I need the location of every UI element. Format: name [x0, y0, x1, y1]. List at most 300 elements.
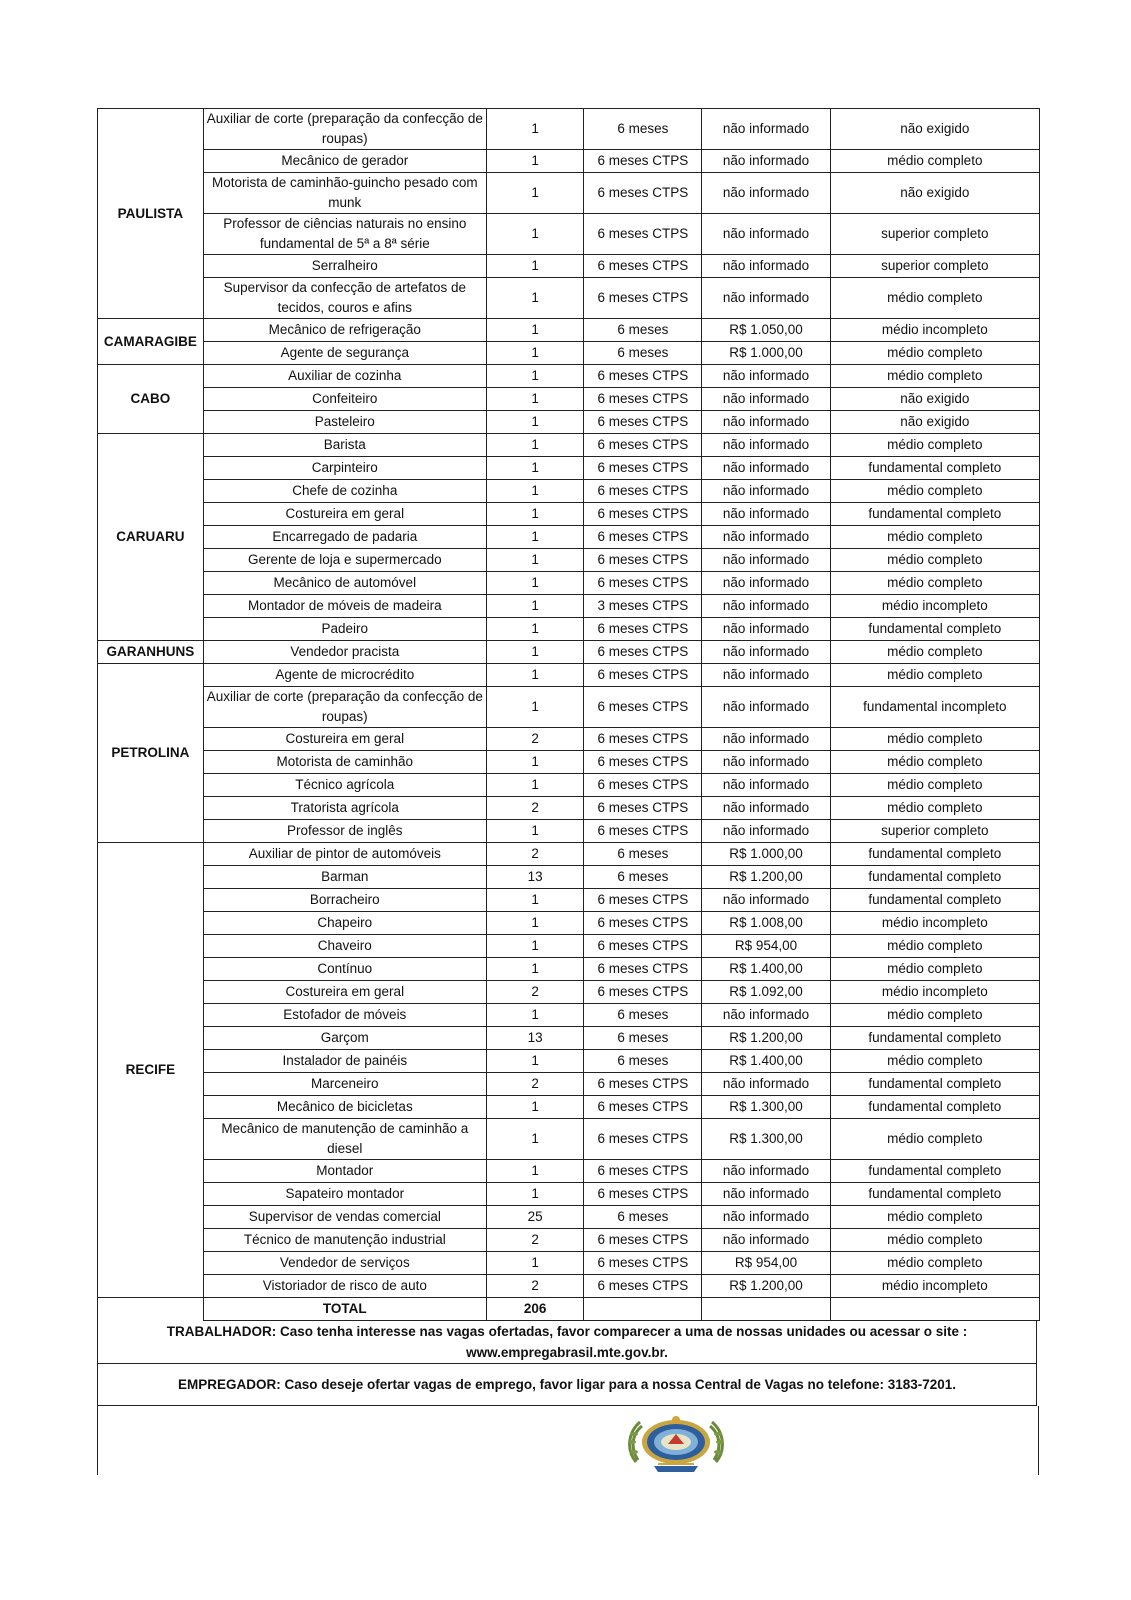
- quantity-cell: 1: [486, 526, 583, 549]
- quantity-cell: 1: [486, 687, 583, 728]
- occupation-cell: Chapeiro: [203, 912, 486, 935]
- table-row: [98, 843, 1040, 866]
- table-row: [98, 820, 1040, 843]
- occupation-cell: Mecânico de gerador: [203, 150, 486, 173]
- occupation-cell: Chefe de cozinha: [203, 480, 486, 503]
- education-cell: médio completo: [830, 1206, 1039, 1229]
- occupation-cell: Agente de microcrédito: [203, 664, 486, 687]
- table-row: [98, 981, 1040, 1004]
- quantity-cell: 2: [486, 1275, 583, 1298]
- table-row: [98, 935, 1040, 958]
- education-cell: médio completo: [830, 365, 1039, 388]
- salary-cell: R$ 1.200,00: [702, 1275, 830, 1298]
- quantity-cell: 1: [486, 751, 583, 774]
- empty-cell: [702, 1298, 830, 1321]
- table-row: [98, 1160, 1040, 1183]
- quantity-cell: 2: [486, 1073, 583, 1096]
- table-row: [98, 1073, 1040, 1096]
- total-label: TOTAL: [203, 1298, 486, 1321]
- quantity-cell: 1: [486, 889, 583, 912]
- salary-cell: não informado: [702, 150, 830, 173]
- quantity-cell: 1: [486, 820, 583, 843]
- duration-cell: 6 meses CTPS: [584, 641, 702, 664]
- table-row: [98, 751, 1040, 774]
- table-row: [98, 595, 1040, 618]
- quantity-cell: 1: [486, 1252, 583, 1275]
- duration-cell: 3 meses CTPS: [584, 595, 702, 618]
- city-cell: CARUARU: [98, 434, 204, 641]
- salary-cell: R$ 1.200,00: [702, 866, 830, 889]
- education-cell: médio completo: [830, 935, 1039, 958]
- table-row: [98, 109, 1040, 150]
- duration-cell: 6 meses CTPS: [584, 255, 702, 278]
- duration-cell: 6 meses CTPS: [584, 173, 702, 214]
- salary-cell: não informado: [702, 664, 830, 687]
- salary-cell: R$ 1.092,00: [702, 981, 830, 1004]
- quantity-cell: 1: [486, 365, 583, 388]
- occupation-cell: Padeiro: [203, 618, 486, 641]
- quantity-cell: 1: [486, 457, 583, 480]
- table-row: [98, 641, 1040, 664]
- duration-cell: 6 meses: [584, 319, 702, 342]
- occupation-cell: Contínuo: [203, 958, 486, 981]
- duration-cell: 6 meses: [584, 866, 702, 889]
- education-cell: médio completo: [830, 480, 1039, 503]
- table-row: [98, 889, 1040, 912]
- table-row: [98, 173, 1040, 214]
- education-cell: médio completo: [830, 526, 1039, 549]
- quantity-cell: 1: [486, 774, 583, 797]
- table-row: [98, 388, 1040, 411]
- quantity-cell: 1: [486, 255, 583, 278]
- quantity-cell: 1: [486, 1160, 583, 1183]
- occupation-cell: Auxiliar de corte (preparação da confecção de roupas): [203, 109, 486, 150]
- quantity-cell: 1: [486, 214, 583, 255]
- table-row: [98, 1004, 1040, 1027]
- duration-cell: 6 meses CTPS: [584, 774, 702, 797]
- occupation-cell: Instalador de painéis: [203, 1050, 486, 1073]
- quantity-cell: 2: [486, 981, 583, 1004]
- duration-cell: 6 meses CTPS: [584, 278, 702, 319]
- quantity-cell: 1: [486, 503, 583, 526]
- salary-cell: não informado: [702, 1160, 830, 1183]
- table-body: [98, 109, 1040, 1321]
- duration-cell: 6 meses CTPS: [584, 728, 702, 751]
- occupation-cell: Mecânico de refrigeração: [203, 319, 486, 342]
- salary-cell: não informado: [702, 480, 830, 503]
- education-cell: médio completo: [830, 342, 1039, 365]
- occupation-cell: Vistoriador de risco de auto: [203, 1275, 486, 1298]
- quantity-cell: 1: [486, 958, 583, 981]
- table-row: [98, 1050, 1040, 1073]
- occupation-cell: Marceneiro: [203, 1073, 486, 1096]
- salary-cell: não informado: [702, 1183, 830, 1206]
- occupation-cell: Supervisor de vendas comercial: [203, 1206, 486, 1229]
- occupation-cell: Barista: [203, 434, 486, 457]
- duration-cell: 6 meses CTPS: [584, 797, 702, 820]
- salary-cell: R$ 1.400,00: [702, 958, 830, 981]
- table-row: [98, 457, 1040, 480]
- quantity-cell: 25: [486, 1206, 583, 1229]
- employer-note-text: EMPREGADOR: Caso deseje ofertar vagas de emprego, favor ligar para a nossa Central de Vagas no telefone: 3183-7201.: [177, 1377, 957, 1392]
- occupation-cell: Motorista de caminhão: [203, 751, 486, 774]
- occupation-cell: Gerente de loja e supermercado: [203, 549, 486, 572]
- table-row: [98, 1206, 1040, 1229]
- duration-cell: 6 meses CTPS: [584, 1229, 702, 1252]
- education-cell: médio incompleto: [830, 319, 1039, 342]
- education-cell: médio completo: [830, 797, 1039, 820]
- salary-cell: não informado: [702, 503, 830, 526]
- duration-cell: 6 meses CTPS: [584, 889, 702, 912]
- job-vacancies-table: [97, 108, 1040, 1321]
- duration-cell: 6 meses CTPS: [584, 457, 702, 480]
- city-cell: PETROLINA: [98, 664, 204, 843]
- table-row: [98, 1027, 1040, 1050]
- quantity-cell: 1: [486, 109, 583, 150]
- salary-cell: não informado: [702, 278, 830, 319]
- quantity-cell: 1: [486, 434, 583, 457]
- quantity-cell: 1: [486, 150, 583, 173]
- duration-cell: 6 meses CTPS: [584, 981, 702, 1004]
- duration-cell: 6 meses CTPS: [584, 1073, 702, 1096]
- education-cell: não exigido: [830, 109, 1039, 150]
- salary-cell: não informado: [702, 109, 830, 150]
- quantity-cell: 2: [486, 1229, 583, 1252]
- table-row: [98, 728, 1040, 751]
- quantity-cell: 1: [486, 1183, 583, 1206]
- education-cell: médio completo: [830, 150, 1039, 173]
- duration-cell: 6 meses: [584, 1206, 702, 1229]
- salary-cell: não informado: [702, 1004, 830, 1027]
- salary-cell: não informado: [702, 728, 830, 751]
- salary-cell: não informado: [702, 526, 830, 549]
- education-cell: fundamental completo: [830, 1027, 1039, 1050]
- salary-cell: não informado: [702, 434, 830, 457]
- salary-cell: não informado: [702, 173, 830, 214]
- quantity-cell: 1: [486, 278, 583, 319]
- education-cell: médio completo: [830, 434, 1039, 457]
- occupation-cell: Costureira em geral: [203, 728, 486, 751]
- duration-cell: 6 meses CTPS: [584, 664, 702, 687]
- education-cell: médio incompleto: [830, 1275, 1039, 1298]
- worker-note-text: TRABALHADOR: Caso tenha interesse nas vagas ofertadas, favor comparecer a uma de nossas unidades ou acessar o site :: [166, 1324, 968, 1339]
- quantity-cell: 1: [486, 173, 583, 214]
- table-row: [98, 1096, 1040, 1119]
- salary-cell: não informado: [702, 365, 830, 388]
- quantity-cell: 1: [486, 549, 583, 572]
- salary-cell: R$ 954,00: [702, 1252, 830, 1275]
- table-row: [98, 774, 1040, 797]
- job-listing-sheet: [97, 108, 1037, 1475]
- occupation-cell: Costureira em geral: [203, 981, 486, 1004]
- salary-cell: R$ 954,00: [702, 935, 830, 958]
- education-cell: fundamental completo: [830, 1073, 1039, 1096]
- table-row: [98, 214, 1040, 255]
- occupation-cell: Técnico de manutenção industrial: [203, 1229, 486, 1252]
- duration-cell: 6 meses: [584, 843, 702, 866]
- city-cell: RECIFE: [98, 843, 204, 1298]
- empty-cell: [830, 1298, 1039, 1321]
- table-row: [98, 958, 1040, 981]
- quantity-cell: 1: [486, 1050, 583, 1073]
- salary-cell: não informado: [702, 889, 830, 912]
- quantity-cell: 1: [486, 1119, 583, 1160]
- salary-cell: não informado: [702, 618, 830, 641]
- education-cell: médio incompleto: [830, 981, 1039, 1004]
- occupation-cell: Chaveiro: [203, 935, 486, 958]
- occupation-cell: Auxiliar de cozinha: [203, 365, 486, 388]
- salary-cell: não informado: [702, 411, 830, 434]
- table-row: [98, 1229, 1040, 1252]
- education-cell: médio completo: [830, 774, 1039, 797]
- salary-cell: não informado: [702, 774, 830, 797]
- quantity-cell: 1: [486, 618, 583, 641]
- quantity-cell: 1: [486, 1096, 583, 1119]
- education-cell: médio completo: [830, 1252, 1039, 1275]
- salary-cell: não informado: [702, 797, 830, 820]
- salary-cell: não informado: [702, 572, 830, 595]
- salary-cell: R$ 1.300,00: [702, 1096, 830, 1119]
- occupation-cell: Mecânico de automóvel: [203, 572, 486, 595]
- education-cell: fundamental incompleto: [830, 687, 1039, 728]
- education-cell: superior completo: [830, 820, 1039, 843]
- education-cell: fundamental completo: [830, 843, 1039, 866]
- occupation-cell: Auxiliar de corte (preparação da confecção de roupas): [203, 687, 486, 728]
- table-row: [98, 687, 1040, 728]
- salary-cell: não informado: [702, 595, 830, 618]
- education-cell: médio completo: [830, 1119, 1039, 1160]
- city-cell: PAULISTA: [98, 109, 204, 319]
- education-cell: fundamental completo: [830, 618, 1039, 641]
- duration-cell: 6 meses CTPS: [584, 388, 702, 411]
- salary-cell: R$ 1.000,00: [702, 843, 830, 866]
- salary-cell: R$ 1.000,00: [702, 342, 830, 365]
- occupation-cell: Carpinteiro: [203, 457, 486, 480]
- salary-cell: R$ 1.400,00: [702, 1050, 830, 1073]
- website-link[interactable]: www.empregabrasil.mte.gov.br.: [466, 1345, 668, 1360]
- education-cell: fundamental completo: [830, 889, 1039, 912]
- salary-cell: não informado: [702, 1229, 830, 1252]
- salary-cell: R$ 1.300,00: [702, 1119, 830, 1160]
- duration-cell: 6 meses CTPS: [584, 912, 702, 935]
- education-cell: superior completo: [830, 214, 1039, 255]
- quantity-cell: 1: [486, 912, 583, 935]
- education-cell: médio completo: [830, 1004, 1039, 1027]
- salary-cell: não informado: [702, 820, 830, 843]
- salary-cell: não informado: [702, 641, 830, 664]
- table-row: [98, 1275, 1040, 1298]
- quantity-cell: 1: [486, 342, 583, 365]
- salary-cell: não informado: [702, 255, 830, 278]
- occupation-cell: Estofador de móveis: [203, 1004, 486, 1027]
- salary-cell: R$ 1.200,00: [702, 1027, 830, 1050]
- duration-cell: 6 meses CTPS: [584, 820, 702, 843]
- occupation-cell: Agente de segurança: [203, 342, 486, 365]
- table-row: [98, 866, 1040, 889]
- education-cell: fundamental completo: [830, 503, 1039, 526]
- quantity-cell: 1: [486, 641, 583, 664]
- education-cell: superior completo: [830, 255, 1039, 278]
- duration-cell: 6 meses: [584, 1050, 702, 1073]
- occupation-cell: Mecânico de bicicletas: [203, 1096, 486, 1119]
- table-row: [98, 797, 1040, 820]
- city-cell: GARANHUNS: [98, 641, 204, 664]
- total-row: [98, 1298, 1040, 1321]
- duration-cell: 6 meses CTPS: [584, 687, 702, 728]
- salary-cell: não informado: [702, 388, 830, 411]
- education-cell: médio completo: [830, 1050, 1039, 1073]
- education-cell: médio completo: [830, 958, 1039, 981]
- quantity-cell: 1: [486, 411, 583, 434]
- duration-cell: 6 meses CTPS: [584, 1183, 702, 1206]
- occupation-cell: Vendedor pracista: [203, 641, 486, 664]
- education-cell: médio completo: [830, 572, 1039, 595]
- occupation-cell: Professor de inglês: [203, 820, 486, 843]
- quantity-cell: 2: [486, 843, 583, 866]
- quantity-cell: 1: [486, 595, 583, 618]
- duration-cell: 6 meses CTPS: [584, 751, 702, 774]
- education-cell: médio completo: [830, 751, 1039, 774]
- table-row: [98, 912, 1040, 935]
- table-row: [98, 549, 1040, 572]
- quantity-cell: 13: [486, 866, 583, 889]
- occupation-cell: Encarregado de padaria: [203, 526, 486, 549]
- duration-cell: 6 meses CTPS: [584, 1252, 702, 1275]
- footer-logo-area: [97, 1406, 1039, 1475]
- table-row: [98, 526, 1040, 549]
- occupation-cell: Confeiteiro: [203, 388, 486, 411]
- quantity-cell: 2: [486, 797, 583, 820]
- table-row: [98, 434, 1040, 457]
- quantity-cell: 1: [486, 388, 583, 411]
- duration-cell: 6 meses CTPS: [584, 572, 702, 595]
- total-value: 206: [486, 1298, 583, 1321]
- occupation-cell: Sapateiro montador: [203, 1183, 486, 1206]
- table-row: [98, 411, 1040, 434]
- duration-cell: 6 meses CTPS: [584, 526, 702, 549]
- education-cell: não exigido: [830, 173, 1039, 214]
- empty-cell: [98, 1298, 204, 1321]
- occupation-cell: Montador: [203, 1160, 486, 1183]
- education-cell: não exigido: [830, 388, 1039, 411]
- duration-cell: 6 meses CTPS: [584, 549, 702, 572]
- occupation-cell: Pasteleiro: [203, 411, 486, 434]
- occupation-cell: Professor de ciências naturais no ensino fundamental de 5ª a 8ª série: [203, 214, 486, 255]
- city-cell: CAMARAGIBE: [98, 319, 204, 365]
- employer-notice: [97, 1364, 1037, 1406]
- occupation-cell: Auxiliar de pintor de automóveis: [203, 843, 486, 866]
- quantity-cell: 2: [486, 728, 583, 751]
- duration-cell: 6 meses CTPS: [584, 1096, 702, 1119]
- quantity-cell: 1: [486, 664, 583, 687]
- duration-cell: 6 meses CTPS: [584, 214, 702, 255]
- quantity-cell: 1: [486, 1004, 583, 1027]
- duration-cell: 6 meses: [584, 1027, 702, 1050]
- occupation-cell: Tratorista agrícola: [203, 797, 486, 820]
- table-row: [98, 1252, 1040, 1275]
- education-cell: fundamental completo: [830, 457, 1039, 480]
- duration-cell: 6 meses CTPS: [584, 1160, 702, 1183]
- education-cell: fundamental completo: [830, 1183, 1039, 1206]
- education-cell: médio incompleto: [830, 912, 1039, 935]
- education-cell: médio completo: [830, 1229, 1039, 1252]
- duration-cell: 6 meses CTPS: [584, 958, 702, 981]
- duration-cell: 6 meses CTPS: [584, 1275, 702, 1298]
- table-row: [98, 480, 1040, 503]
- table-row: [98, 1119, 1040, 1160]
- education-cell: médio incompleto: [830, 595, 1039, 618]
- occupation-cell: Técnico agrícola: [203, 774, 486, 797]
- occupation-cell: Vendedor de serviços: [203, 1252, 486, 1275]
- quantity-cell: 13: [486, 1027, 583, 1050]
- duration-cell: 6 meses: [584, 109, 702, 150]
- education-cell: não exigido: [830, 411, 1039, 434]
- occupation-cell: Borracheiro: [203, 889, 486, 912]
- table-row: [98, 572, 1040, 595]
- education-cell: médio completo: [830, 664, 1039, 687]
- salary-cell: não informado: [702, 1073, 830, 1096]
- occupation-cell: Supervisor da confecção de artefatos de tecidos, couros e afins: [203, 278, 486, 319]
- occupation-cell: Costureira em geral: [203, 503, 486, 526]
- duration-cell: 6 meses CTPS: [584, 618, 702, 641]
- salary-cell: não informado: [702, 457, 830, 480]
- salary-cell: R$ 1.008,00: [702, 912, 830, 935]
- duration-cell: 6 meses CTPS: [584, 480, 702, 503]
- table-row: [98, 255, 1040, 278]
- education-cell: fundamental completo: [830, 1096, 1039, 1119]
- education-cell: fundamental completo: [830, 1160, 1039, 1183]
- salary-cell: não informado: [702, 549, 830, 572]
- table-row: [98, 365, 1040, 388]
- duration-cell: 6 meses CTPS: [584, 935, 702, 958]
- city-cell: CABO: [98, 365, 204, 434]
- table-row: [98, 342, 1040, 365]
- salary-cell: não informado: [702, 1206, 830, 1229]
- table-row: [98, 664, 1040, 687]
- occupation-cell: Serralheiro: [203, 255, 486, 278]
- education-cell: médio completo: [830, 728, 1039, 751]
- salary-cell: não informado: [702, 214, 830, 255]
- education-cell: médio completo: [830, 549, 1039, 572]
- table-row: [98, 319, 1040, 342]
- duration-cell: 6 meses CTPS: [584, 503, 702, 526]
- quantity-cell: 1: [486, 572, 583, 595]
- quantity-cell: 1: [486, 319, 583, 342]
- salary-cell: R$ 1.050,00: [702, 319, 830, 342]
- occupation-cell: Montador de móveis de madeira: [203, 595, 486, 618]
- quantity-cell: 1: [486, 935, 583, 958]
- duration-cell: 6 meses CTPS: [584, 411, 702, 434]
- duration-cell: 6 meses CTPS: [584, 365, 702, 388]
- table-row: [98, 503, 1040, 526]
- salary-cell: não informado: [702, 687, 830, 728]
- education-cell: fundamental completo: [830, 866, 1039, 889]
- duration-cell: 6 meses CTPS: [584, 1119, 702, 1160]
- table-row: [98, 618, 1040, 641]
- salary-cell: não informado: [702, 751, 830, 774]
- duration-cell: 6 meses CTPS: [584, 434, 702, 457]
- table-row: [98, 278, 1040, 319]
- quantity-cell: 1: [486, 480, 583, 503]
- occupation-cell: Garçom: [203, 1027, 486, 1050]
- occupation-cell: Motorista de caminhão-guincho pesado com munk: [203, 173, 486, 214]
- table-row: [98, 1183, 1040, 1206]
- table-row: [98, 150, 1040, 173]
- duration-cell: 6 meses: [584, 342, 702, 365]
- occupation-cell: Mecânico de manutenção de caminhão a diesel: [203, 1119, 486, 1160]
- occupation-cell: Barman: [203, 866, 486, 889]
- worker-notice: [97, 1321, 1037, 1364]
